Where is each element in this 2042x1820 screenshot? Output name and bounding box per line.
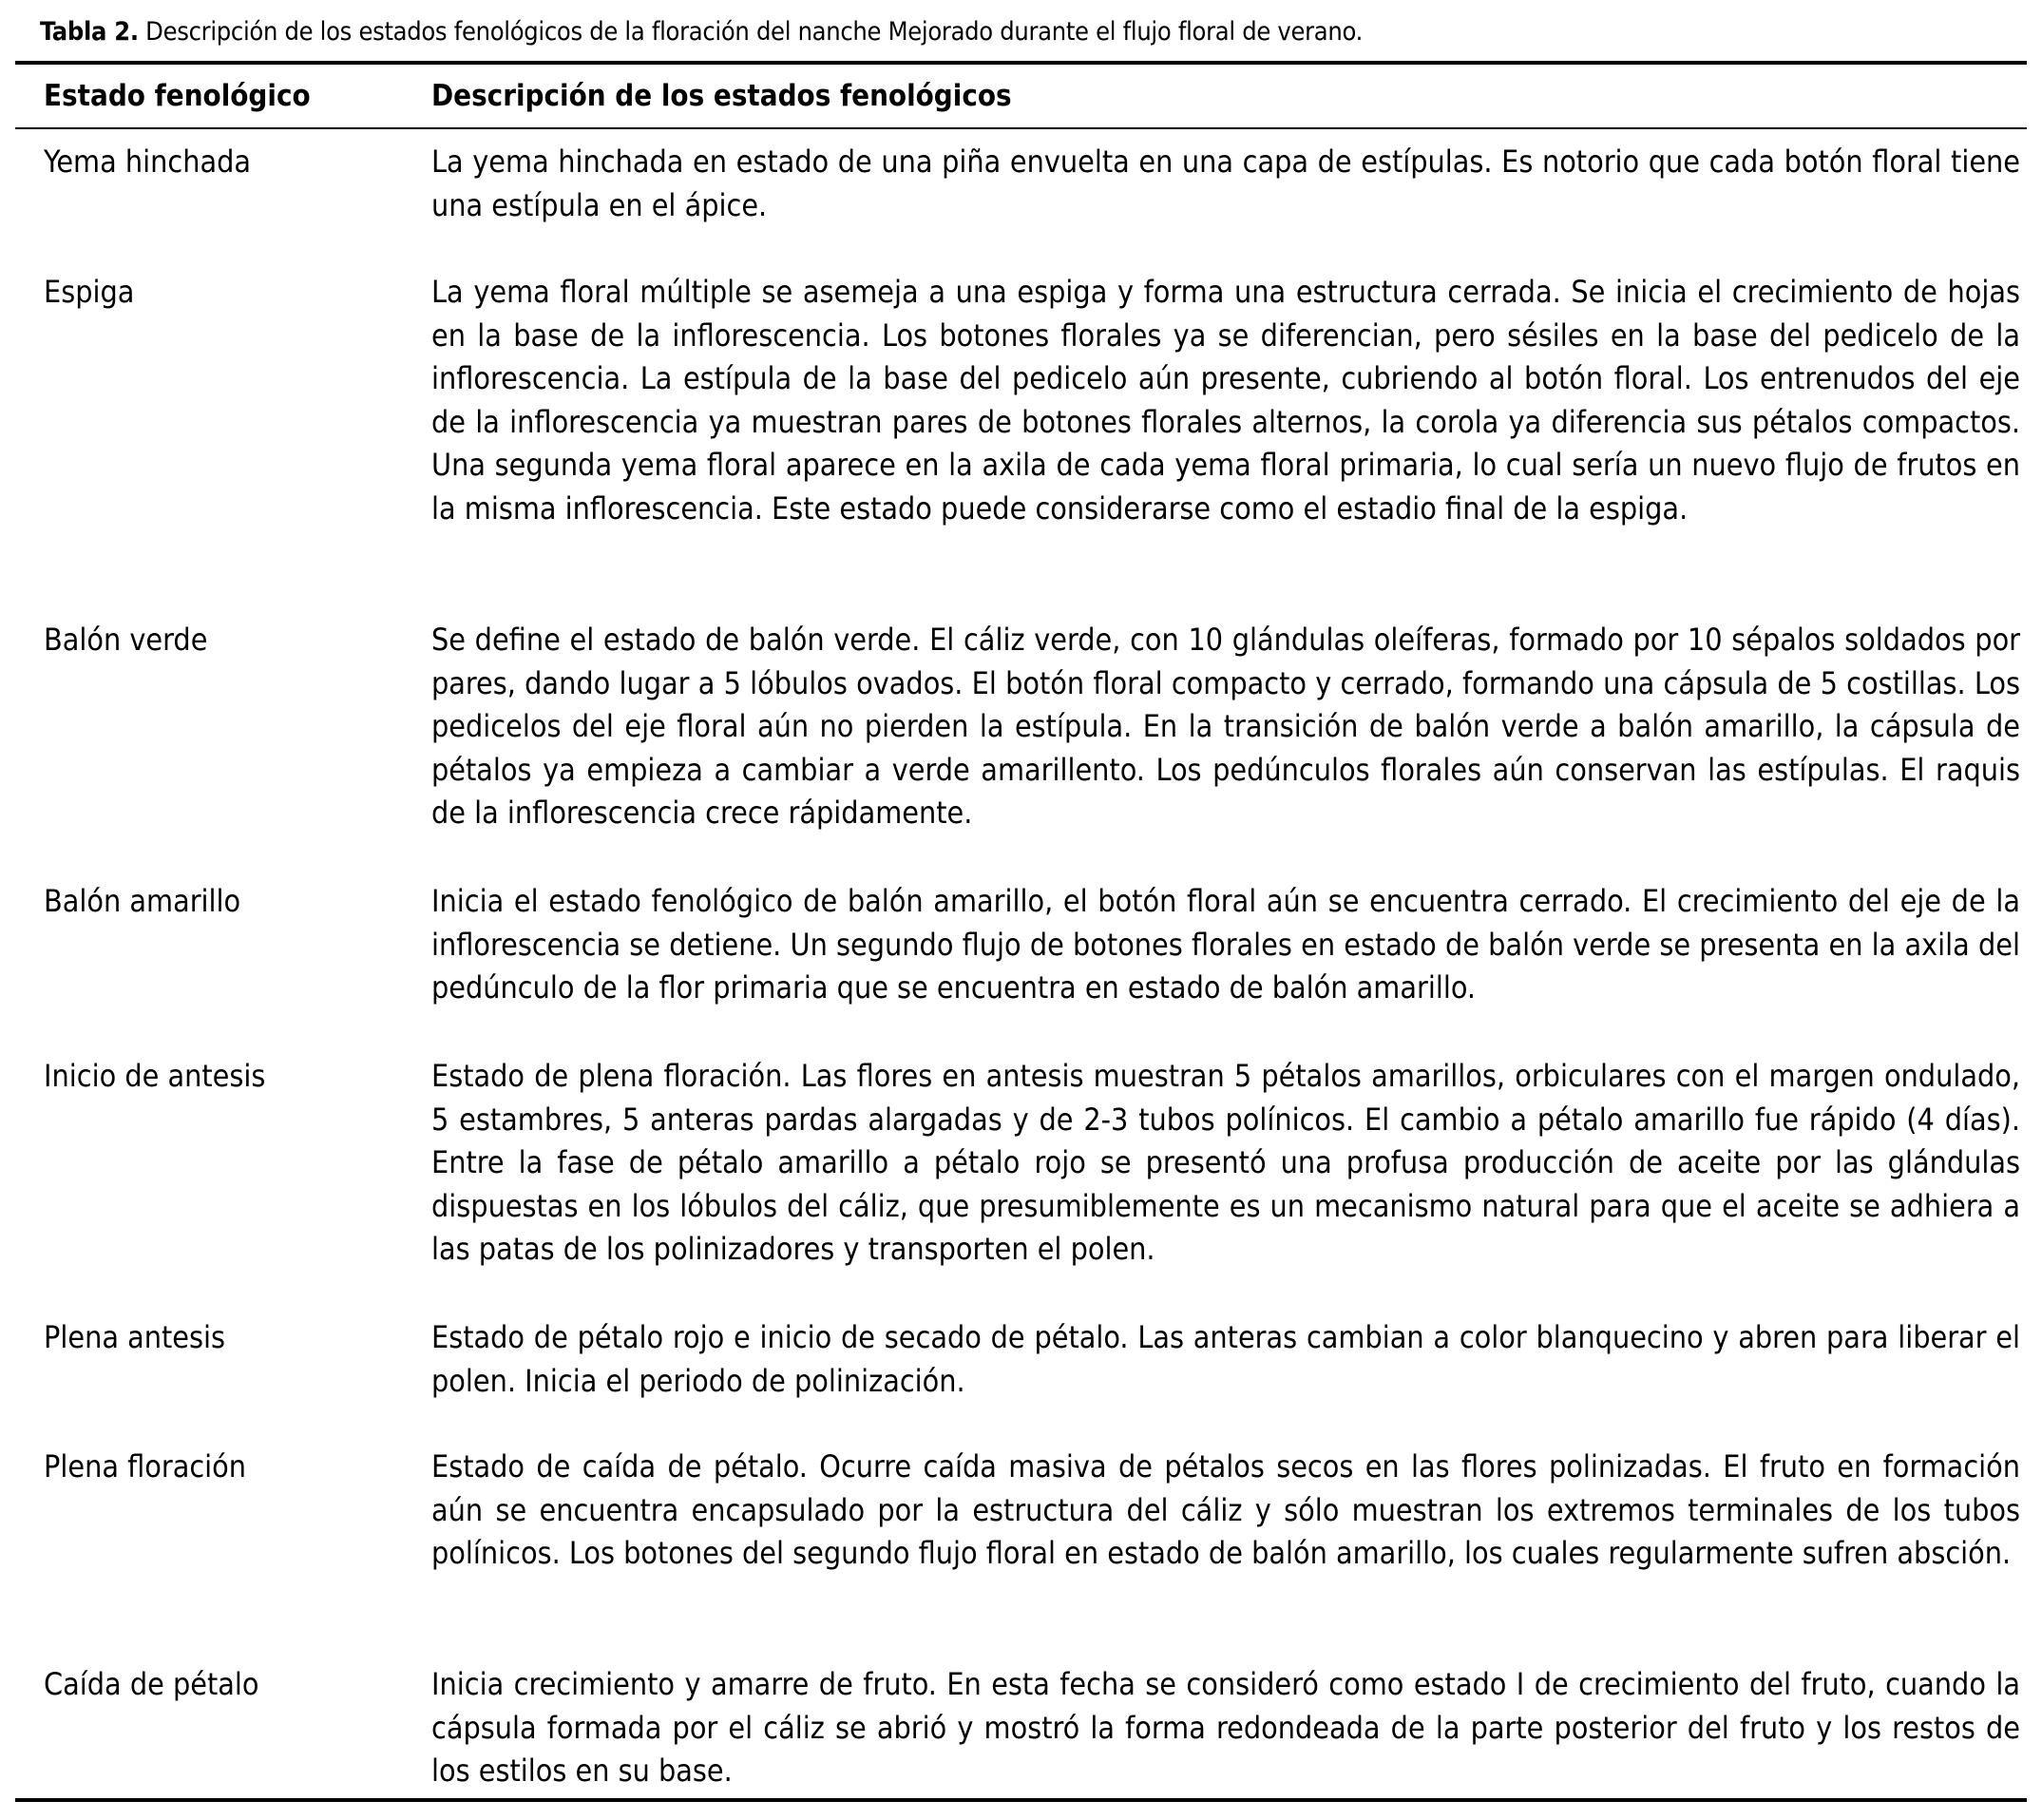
- row-state: Espiga: [44, 274, 135, 310]
- row-state: Yema hinchada: [44, 144, 252, 180]
- row-description: Estado de plena floración. Las flores en antesis muestran 5 pétalos amarillos, orbiculares con el margen ondulado, 5 estambres, 5 anteras pardas alargadas y de 2-3 tubos polínicos. El cambio a pétalo amarillo fue rápido (4 días). Entre la fase de pétalo amarillo a pétalo rojo se presentó una profusa producción de aceite por las glándulas dispuestas en los lóbulos del cáliz, que presumiblemente es un mecanismo natural para que el aceite se adhiera a las patas de los polinizadores y transporten el polen.: [431, 1058, 2020, 1267]
- header-description: Descripción de los estados fenológicos: [431, 79, 1012, 113]
- row-state: Balón amarillo: [44, 883, 241, 919]
- caption-label: Tabla 2.: [40, 17, 139, 47]
- row-description: Inicia crecimiento y amarre de fruto. En esta fecha se consideró como estado I de crecimiento del fruto, cuando la cápsula formada por el cáliz se abrió y mostró la forma redondeada de la parte posterior del fruto y los restos de los estilos en su base.: [431, 1666, 2020, 1789]
- header-state: Estado fenológico: [44, 79, 311, 113]
- row-description: La yema hinchada en estado de una piña envuelta en una capa de estípulas. Es notorio que cada botón floral tiene una estípula en el ápice.: [431, 144, 2020, 223]
- row-description: Estado de pétalo rojo e inicio de secado de pétalo. Las anteras cambian a color blanquecino y abren para liberar el polen. Inicia el periodo de polinización.: [431, 1319, 2020, 1399]
- table-caption: [40, 15, 1363, 49]
- row-state: Plena antesis: [44, 1319, 225, 1355]
- row-description: Se define el estado de balón verde. El cáliz verde, con 10 glándulas oleíferas, formado por 10 sépalos soldados por pares, dando lugar a 5 lóbulos ovados. El botón floral compacto y cerrado, formando una cápsula de 5 costillas. Los pedicelos del eje floral aún no pierden la estípula. En la transición de balón verde a balón amarillo, la cápsula de pétalos ya empieza a cambiar a verde amarillento. Los pedúnculos florales aún conservan las estípulas. El raquis de la inflorescencia crece rápidamente.: [431, 622, 2020, 831]
- header-rule: [15, 127, 2027, 129]
- row-description: Inicia el estado fenológico de balón amarillo, el botón floral aún se encuentra cerrado. El crecimiento del eje de la inflorescencia se detiene. Un segundo flujo de botones florales en estado de balón verde se presenta en la axila del pedúnculo de la flor primaria que se encuentra en estado de balón amarillo.: [431, 883, 2020, 1006]
- row-state: Balón verde: [44, 622, 208, 658]
- top-rule: [15, 61, 2027, 65]
- row-description: Estado de caída de pétalo. Ocurre caída masiva de pétalos secos en las flores polinizadas. El fruto en formación aún se encuentra encapsulado por la estructura del cáliz y sólo muestran los extremos terminales de los tubos polínicos. Los botones del segundo flujo floral en estado de balón amarillo, los cuales regularmente sufren absción.: [431, 1448, 2020, 1571]
- row-state: Caída de pétalo: [44, 1666, 259, 1702]
- caption-text: Descripción de los estados fenológicos de la floración del nanche Mejorado durante el flujo floral de verano.: [138, 17, 1363, 47]
- bottom-rule: [15, 1798, 2027, 1802]
- row-state: Plena floración: [44, 1448, 247, 1485]
- row-description: La yema floral múltiple se asemeja a una espiga y forma una estructura cerrada. Se inicia el crecimiento de hojas en la base de la inflorescencia. Los botones florales ya se diferencian, pero sésiles en la base del pedicelo de la inflorescencia. La estípula de la base del pedicelo aún presente, cubriendo al botón floral. Los entrenudos del eje de la inflorescencia ya muestran pares de botones florales alternos, la corola ya diferencia sus pétalos compactos. Una segunda yema floral aparece en la axila de cada yema floral primaria, lo cual sería un nuevo flujo de frutos en la misma inflorescencia. Este estado puede considerarse como el estadio final de la espiga.: [431, 274, 2020, 527]
- row-state: Inicio de antesis: [44, 1058, 266, 1094]
- table-header: [15, 74, 2027, 124]
